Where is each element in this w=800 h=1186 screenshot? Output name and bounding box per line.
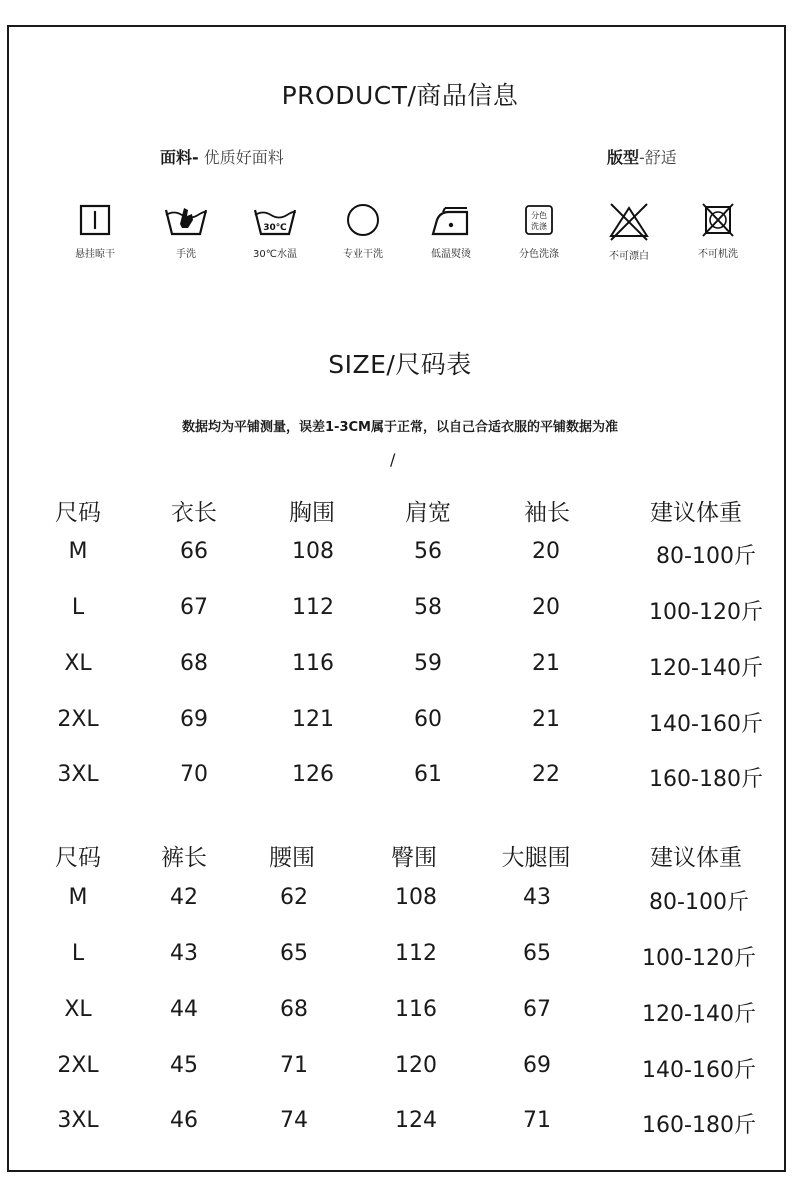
table-cell: 56	[414, 539, 442, 564]
table-cell: 108	[395, 885, 437, 910]
table-header-row	[0, 839, 800, 869]
care-label: 低温熨烫	[431, 249, 471, 260]
table-cell: 116	[395, 997, 437, 1022]
care-label: 不可漂白	[609, 251, 649, 262]
low-iron-icon	[427, 202, 475, 240]
table-cell: 3XL	[57, 762, 99, 787]
table-cell: 120-140斤	[649, 656, 763, 681]
table-row	[0, 941, 800, 971]
table-cell: 71	[523, 1108, 551, 1133]
table-cell: 100-120斤	[649, 600, 763, 625]
table-cell: XL	[64, 997, 92, 1022]
no-bleach-icon	[605, 202, 653, 242]
table-cell: 69	[523, 1053, 551, 1078]
fabric-label: 面料-	[160, 148, 199, 167]
table-row	[0, 1108, 800, 1138]
care-item-hand-wash	[141, 202, 231, 260]
size-title: SIZE/尺码表	[328, 350, 472, 379]
fit-info	[607, 145, 677, 168]
table-cell: 46	[170, 1108, 198, 1133]
table-row	[0, 539, 800, 569]
table-header-cell: 建议体重	[650, 500, 742, 526]
wash-temp-text: 30℃	[263, 223, 287, 233]
table-header-cell: 裤长	[161, 845, 207, 871]
table-cell: 43	[523, 885, 551, 910]
table-header-cell: 胸围	[289, 500, 335, 526]
fabric-value: 优质好面料	[198, 148, 284, 167]
table-cell: 67	[523, 997, 551, 1022]
care-item-no-machine-wash	[673, 202, 763, 260]
care-item-low-iron	[406, 202, 496, 260]
table-header-cell: 尺码	[55, 845, 101, 871]
table-cell: 112	[395, 941, 437, 966]
table-row	[0, 762, 800, 792]
table-cell: 66	[180, 539, 208, 564]
care-item-separate-wash	[494, 202, 584, 260]
table-cell: 120-140斤	[642, 1002, 756, 1027]
hand-wash-icon	[162, 202, 210, 240]
svg-text:洗涤: 洗涤	[531, 222, 547, 231]
table-cell: 126	[292, 762, 334, 787]
table-header-cell: 袖长	[524, 500, 570, 526]
care-label: 手洗	[176, 249, 196, 260]
table-row	[0, 997, 800, 1027]
table-cell: 68	[180, 651, 208, 676]
table-cell: 42	[170, 885, 198, 910]
table-row	[0, 595, 800, 625]
care-label: 分色洗涤	[519, 249, 559, 260]
care-item-no-bleach	[584, 202, 674, 262]
table-cell: 62	[280, 885, 308, 910]
table-header-cell: 尺码	[55, 500, 101, 526]
fit-value: -舒适	[639, 148, 677, 167]
table-cell: 160-180斤	[642, 1113, 756, 1138]
product-title: PRODUCT/商品信息	[281, 81, 519, 110]
table-cell: 2XL	[57, 1053, 99, 1078]
care-item-dry-clean	[318, 202, 408, 260]
professional-dry-clean-icon	[343, 202, 383, 240]
table-row	[0, 885, 800, 915]
table-cell: 21	[532, 651, 560, 676]
wash-30-icon	[251, 202, 299, 240]
table-cell: 22	[532, 762, 560, 787]
table-header-cell: 腰围	[269, 845, 315, 871]
table-header-cell: 肩宽	[405, 500, 451, 526]
table-cell: 44	[170, 997, 198, 1022]
table-cell: 121	[292, 707, 334, 732]
table-cell: 140-160斤	[642, 1058, 756, 1083]
care-icons-row	[52, 202, 772, 272]
table-cell: L	[71, 595, 85, 620]
slash-mark: /	[390, 450, 396, 469]
table-cell: 68	[280, 997, 308, 1022]
table-cell: 69	[180, 707, 208, 732]
table-row	[0, 651, 800, 681]
separate-wash-icon	[519, 202, 559, 240]
table-cell: 116	[292, 651, 334, 676]
care-item-hang-dry	[50, 202, 140, 260]
table-cell: 67	[180, 595, 208, 620]
table-cell: 70	[180, 762, 208, 787]
table-cell: 124	[395, 1108, 437, 1133]
table-cell: 100-120斤	[642, 946, 756, 971]
table-cell: L	[71, 941, 85, 966]
care-label: 专业干洗	[343, 249, 383, 260]
table-cell: XL	[64, 651, 92, 676]
table-cell: 60	[414, 707, 442, 732]
table-cell: M	[68, 539, 88, 564]
table-header-cell: 大腿围	[501, 845, 571, 871]
table-cell: M	[68, 885, 88, 910]
table-cell: 59	[414, 651, 442, 676]
table-cell: 160-180斤	[649, 767, 763, 792]
table-cell: 45	[170, 1053, 198, 1078]
table-cell: 65	[523, 941, 551, 966]
care-label: 30℃水温	[253, 249, 297, 260]
table-header-cell: 臀围	[391, 845, 437, 871]
measure-note: 数据均为平铺测量，误差1-3CM属于正常，以自己合适衣服的平铺数据为准	[182, 420, 618, 435]
table-cell: 58	[414, 595, 442, 620]
fabric-info	[160, 145, 284, 168]
table-cell: 20	[532, 595, 560, 620]
table-cell: 21	[532, 707, 560, 732]
table-cell: 140-160斤	[649, 712, 763, 737]
table-cell: 20	[532, 539, 560, 564]
table-header-cell: 衣长	[171, 500, 217, 526]
table-cell: 2XL	[57, 707, 99, 732]
table-cell: 120	[395, 1053, 437, 1078]
table-cell: 3XL	[57, 1108, 99, 1133]
no-tumble-dry-icon	[698, 202, 738, 240]
table-cell: 80-100斤	[656, 544, 756, 569]
table-row	[0, 1053, 800, 1083]
table-cell: 108	[292, 539, 334, 564]
table-cell: 112	[292, 595, 334, 620]
care-label: 悬挂晾干	[75, 249, 115, 260]
care-item-wash-30	[230, 202, 320, 260]
table-header-cell: 建议体重	[650, 845, 742, 871]
hang-dry-icon	[75, 202, 115, 240]
table-cell: 74	[280, 1108, 308, 1133]
table-cell: 65	[280, 941, 308, 966]
table-row	[0, 707, 800, 737]
table-header-row	[0, 494, 800, 524]
table-cell: 61	[414, 762, 442, 787]
svg-text:分色: 分色	[531, 211, 547, 220]
table-cell: 80-100斤	[649, 890, 749, 915]
fit-label: 版型	[607, 148, 640, 167]
care-label: 不可机洗	[698, 249, 738, 260]
table-cell: 71	[280, 1053, 308, 1078]
table-cell: 43	[170, 941, 198, 966]
